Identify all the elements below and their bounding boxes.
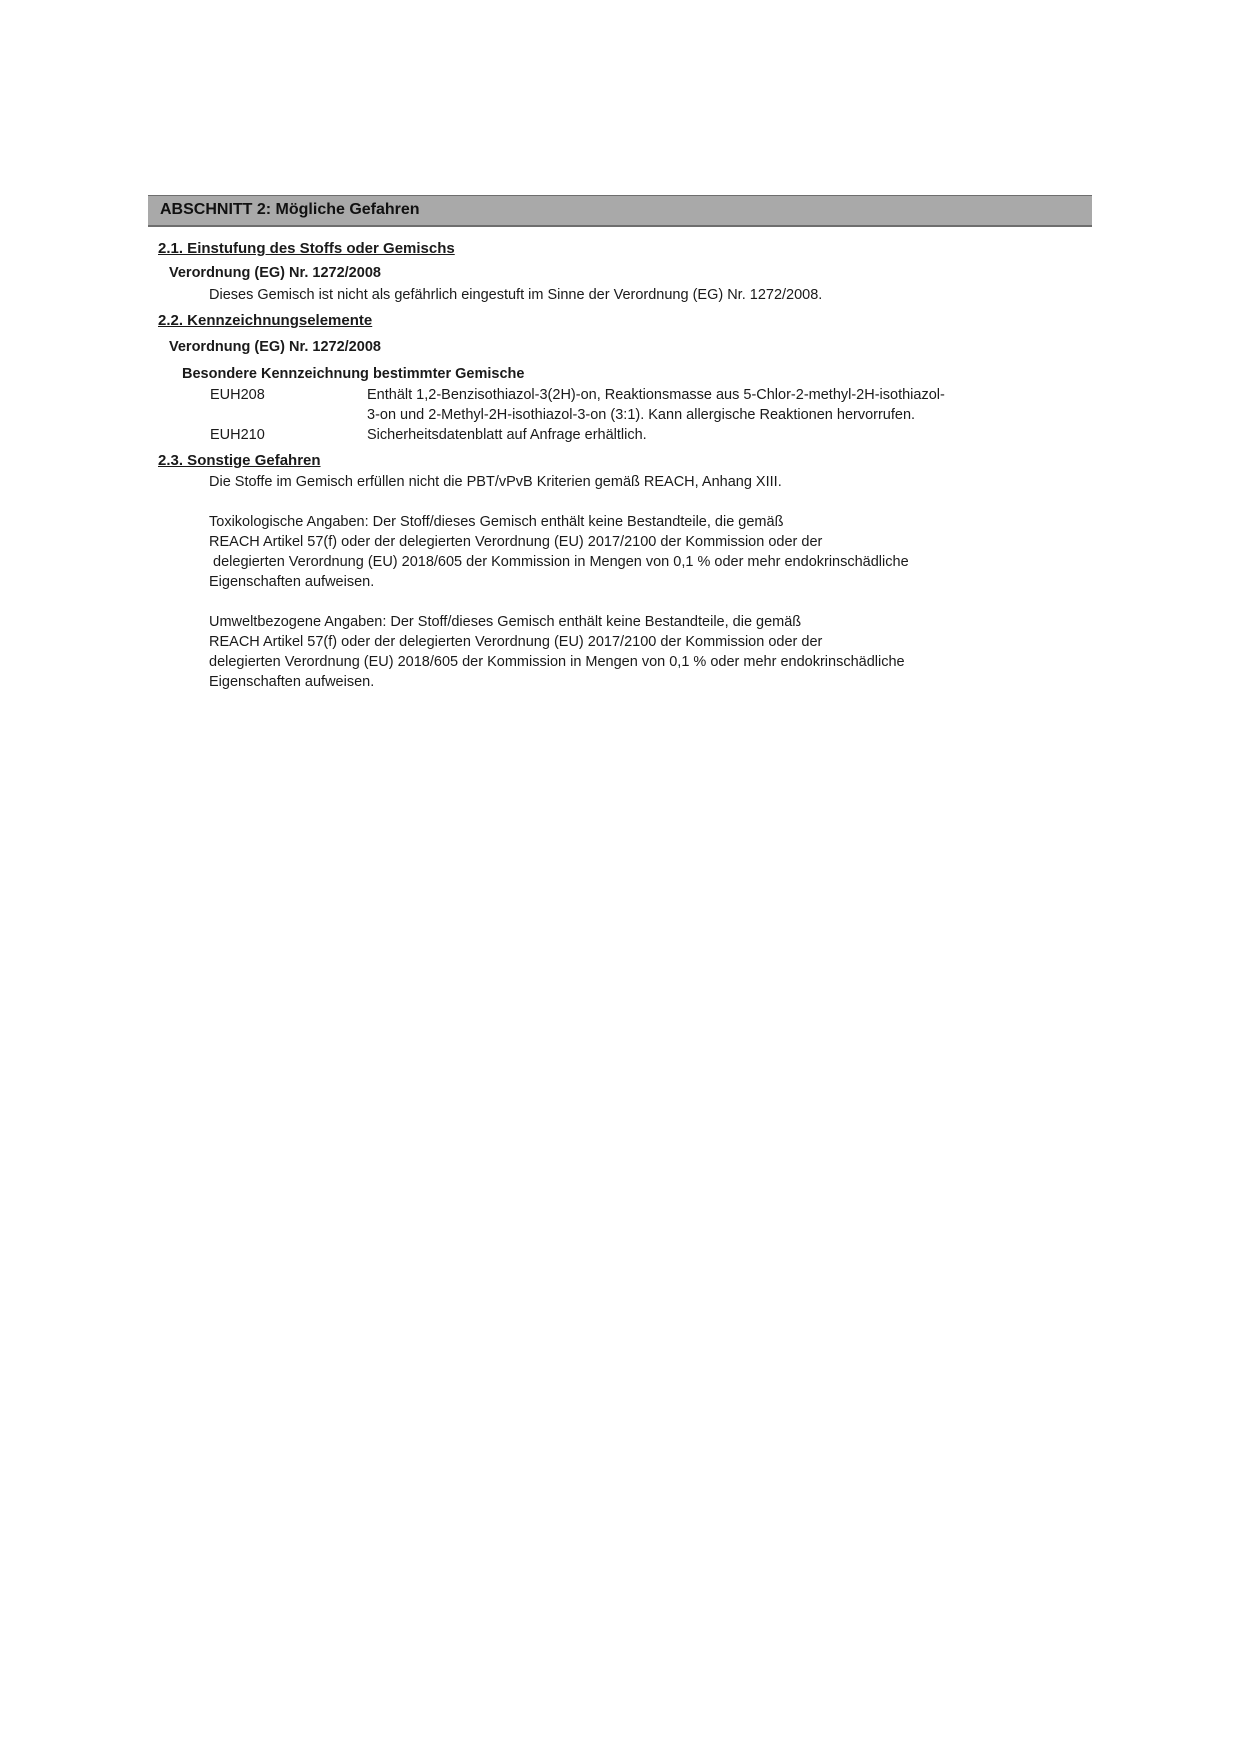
- special-labelling-heading: Besondere Kennzeichnung bestimmter Gemische: [182, 366, 525, 382]
- subsection-heading-2-1: 2.1. Einstufung des Stoffs oder Gemischs: [158, 240, 455, 257]
- hazard-statement-line: Enthält 1,2-Benzisothiazol-3(2H)-on, Reaktionsmasse aus 5-Chlor-2-methyl-2H-isothiazol-: [367, 387, 945, 403]
- pbt-statement: Die Stoffe im Gemisch erfüllen nicht die PBT/vPvB Kriterien gemäß REACH, Anhang XIII.: [209, 474, 782, 490]
- subsection-heading-2-2: 2.2. Kennzeichnungselemente: [158, 312, 373, 329]
- hazard-code: EUH210: [210, 427, 265, 443]
- environment-line: delegierten Verordnung (EU) 2018/605 der Kommission in Mengen von 0,1 % oder mehr endokrinschädliche: [209, 654, 905, 670]
- toxicology-line: delegierten Verordnung (EU) 2018/605 der Kommission in Mengen von 0,1 % oder mehr endokrinschädliche: [209, 554, 909, 570]
- section-title: ABSCHNITT 2: Mögliche Gefahren: [160, 201, 420, 218]
- regulation-label-2-1: Verordnung (EG) Nr. 1272/2008: [169, 265, 381, 281]
- hazard-code: EUH208: [210, 387, 265, 403]
- regulation-label-2-2: Verordnung (EG) Nr. 1272/2008: [169, 339, 381, 355]
- environment-line: Umweltbezogene Angaben: Der Stoff/dieses Gemisch enthält keine Bestandteile, die gemäß: [209, 614, 802, 630]
- toxicology-line: Toxikologische Angaben: Der Stoff/dieses Gemisch enthält keine Bestandteile, die gemäß: [209, 514, 784, 530]
- hazard-statement-line: Sicherheitsdatenblatt auf Anfrage erhältlich.: [367, 427, 647, 443]
- environment-line: Eigenschaften aufweisen.: [209, 674, 375, 690]
- toxicology-line: Eigenschaften aufweisen.: [209, 574, 375, 590]
- subsection-heading-2-3: 2.3. Sonstige Gefahren: [158, 452, 321, 469]
- hazard-statement-line: 3-on und 2-Methyl-2H-isothiazol-3-on (3:1). Kann allergische Reaktionen hervorrufen.: [367, 407, 916, 423]
- toxicology-line: REACH Artikel 57(f) oder der delegierten Verordnung (EU) 2017/2100 der Kommission oder der: [209, 534, 823, 550]
- classification-text: Dieses Gemisch ist nicht als gefährlich eingestuft im Sinne der Verordnung (EG) Nr. 1272/2008.: [209, 287, 823, 303]
- section-header-bar: [148, 195, 1092, 227]
- environment-line: REACH Artikel 57(f) oder der delegierten Verordnung (EU) 2017/2100 der Kommission oder der: [209, 634, 823, 650]
